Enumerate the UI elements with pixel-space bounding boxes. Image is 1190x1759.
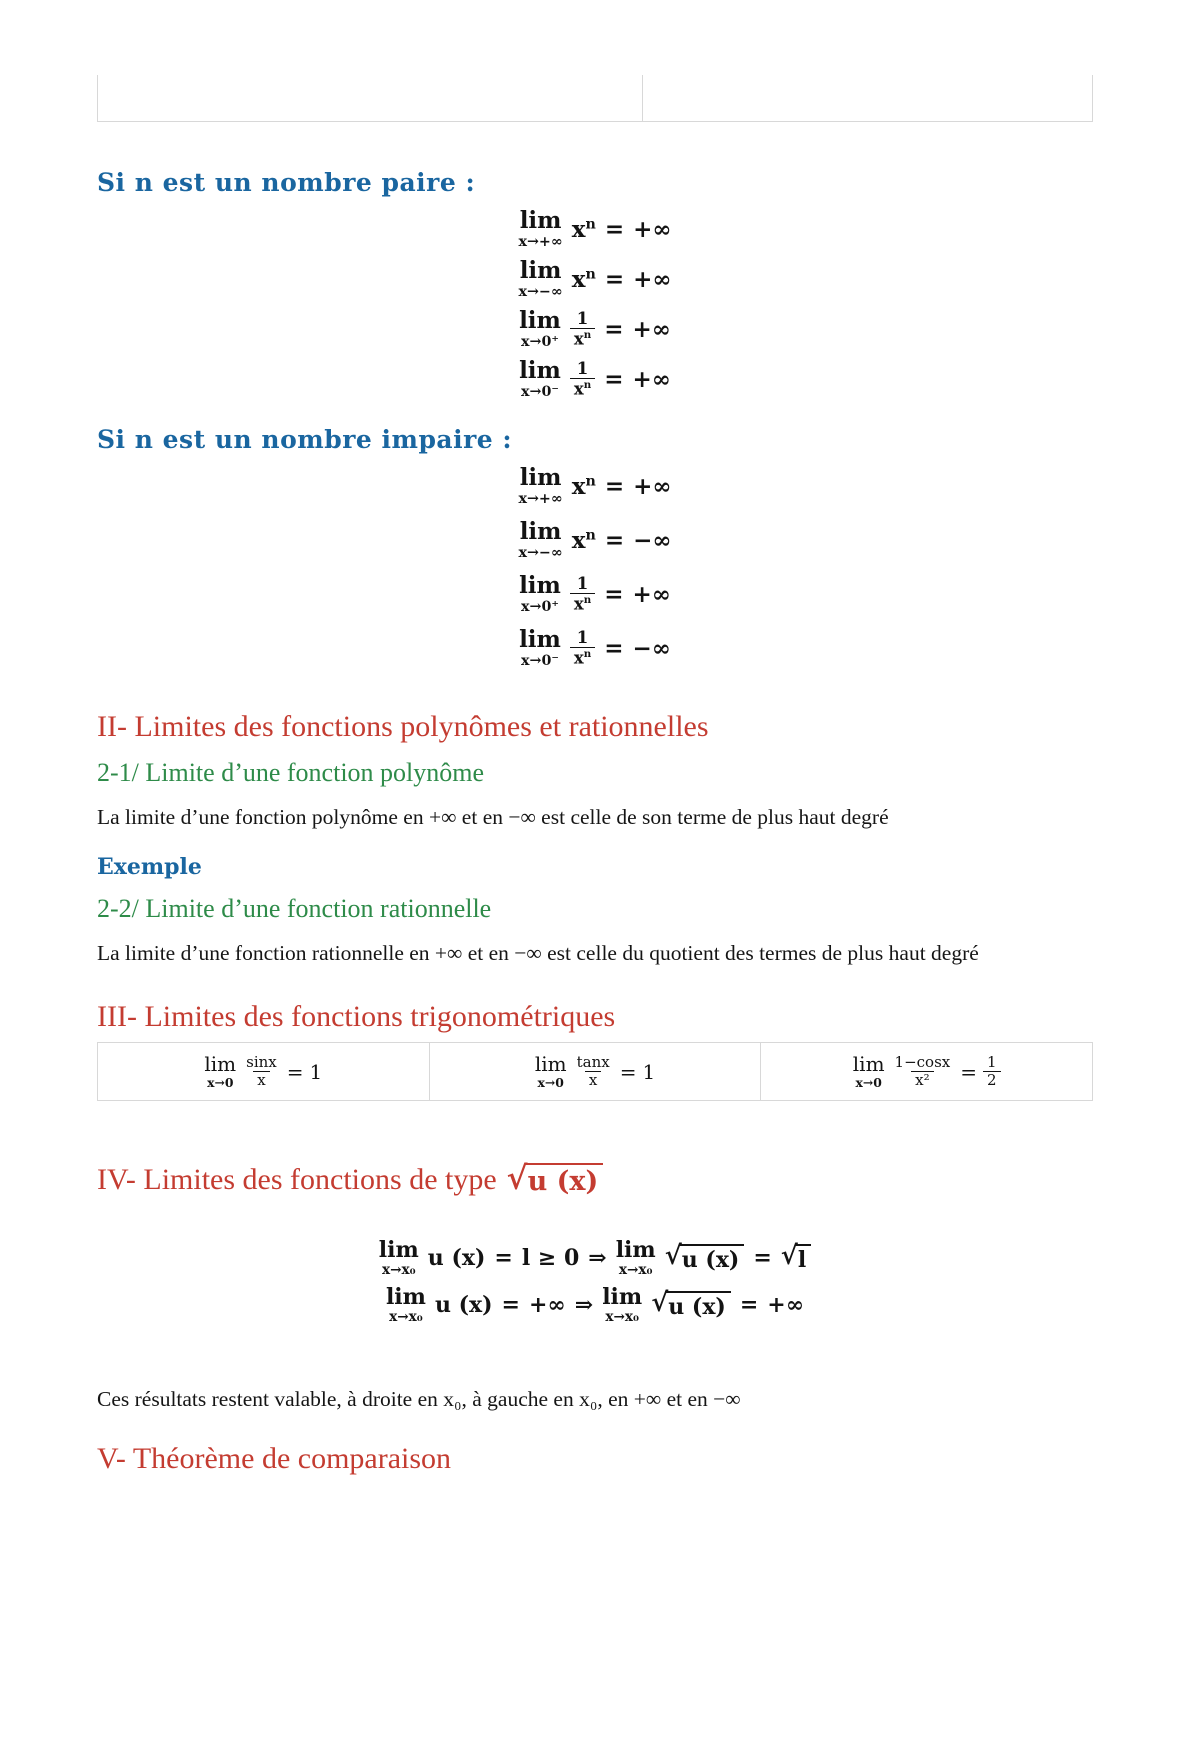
paragraph-rationnelle: La limite d’une fonction rationnelle en +∞ et en −∞ est celle du quotient des termes de plus haut degré bbox=[97, 941, 979, 965]
lim-operator: lim x→+∞ bbox=[518, 463, 563, 507]
limit-subscript: x→0 bbox=[537, 1074, 564, 1090]
fraction: $\frac{1-\cos x}{\text{x²}}$ bbox=[894, 1052, 951, 1089]
lim-operator: lim x→0 bbox=[534, 1051, 567, 1090]
heading-section-4 bbox=[97, 1159, 1093, 1197]
limit-result: +∞ bbox=[632, 580, 671, 608]
expression: $x^n$ bbox=[571, 215, 596, 243]
limit-subscript: x→0⁻ bbox=[521, 652, 559, 669]
equals-sign: = bbox=[501, 1292, 520, 1318]
lim-operator: lim x→−∞ bbox=[518, 517, 563, 561]
paragraph-note: Ces résultats restent valable, à droite en x₀, à gauche en x₀, en +∞ et en −∞ bbox=[97, 1387, 741, 1411]
limit-subscript: x→+∞ bbox=[518, 233, 563, 250]
lim-operator: lim x→x₀ bbox=[385, 1283, 426, 1325]
lim-operator: lim x→+∞ bbox=[518, 206, 563, 250]
limit-result: +∞ bbox=[632, 365, 671, 393]
fraction: $\frac{1}{x^n}$ bbox=[570, 575, 595, 612]
lim-operator: lim x→0⁺ bbox=[519, 306, 561, 350]
equals-sign: = bbox=[286, 1059, 304, 1084]
sqrt-expression: √ u (x) bbox=[507, 1163, 604, 1197]
limit-subscript: x→0⁺ bbox=[521, 333, 559, 350]
lim-operator: lim x→0 bbox=[852, 1051, 885, 1090]
limit-result: +∞ bbox=[633, 215, 672, 243]
limit-result: −∞ bbox=[633, 526, 672, 554]
expression: $x^n$ bbox=[571, 265, 596, 293]
limit-value: l ≥ 0 bbox=[521, 1245, 580, 1271]
lim-operator: lim x→x₀ bbox=[615, 1236, 656, 1278]
equals-sign: = bbox=[739, 1292, 759, 1318]
example-label: Exemple bbox=[97, 854, 202, 880]
heading-section-5: V- Théorème de comparaison bbox=[97, 1442, 452, 1475]
limit-result: 1 bbox=[642, 1059, 656, 1084]
limit-result: +∞ bbox=[632, 315, 671, 343]
limit-subscript: x→x₀ bbox=[605, 1308, 639, 1325]
limit-subscript: x→−∞ bbox=[518, 283, 563, 300]
expression: $x^n$ bbox=[571, 472, 596, 500]
trig-limit-tanx bbox=[429, 1043, 761, 1100]
equals-sign: = bbox=[494, 1245, 513, 1271]
document-page bbox=[0, 75, 1190, 1476]
equals-sign: = bbox=[604, 526, 625, 554]
expression: $x^n$ bbox=[571, 526, 596, 554]
limit-subscript: x→0⁺ bbox=[521, 598, 559, 615]
radical-sign: √ bbox=[780, 1240, 798, 1271]
limit-subscript: x→x₀ bbox=[381, 1261, 416, 1278]
heading-odd-case: Si n est un nombre impaire : bbox=[97, 425, 513, 454]
fraction: $\frac{1}{x^n}$ bbox=[570, 360, 595, 397]
equals-sign: = bbox=[604, 215, 625, 243]
fraction: $\frac{1}{x^n}$ bbox=[570, 310, 595, 347]
equals-sign: = bbox=[604, 315, 624, 343]
fraction: $\frac{\sin x}{x}$ bbox=[246, 1052, 277, 1089]
limit-subscript: x→x₀ bbox=[618, 1261, 653, 1278]
lim-operator: lim x→x₀ bbox=[602, 1283, 643, 1325]
implies-arrow: ⇒ bbox=[588, 1245, 607, 1271]
limit-value: +∞ bbox=[528, 1292, 566, 1318]
limit-formula bbox=[97, 357, 1093, 401]
heading-section-3: III- Limites des fonctions trigonométriques bbox=[97, 1000, 616, 1033]
limit-formula bbox=[97, 207, 1093, 251]
limit-subscript: x→+∞ bbox=[518, 490, 563, 507]
paragraph-polynome: La limite d’une fonction polynôme en +∞ et en −∞ est celle de son terme de plus haut degré bbox=[97, 805, 889, 829]
sqrt-limit-rule bbox=[97, 1237, 1093, 1279]
top-table-cell-right bbox=[642, 75, 1093, 121]
lim-operator: lim x→0 bbox=[204, 1051, 237, 1090]
trig-limit-sinx bbox=[98, 1043, 429, 1100]
equals-sign: = bbox=[753, 1245, 772, 1271]
expression: u (x) bbox=[427, 1245, 486, 1271]
limit-formula bbox=[97, 464, 1093, 508]
result-fraction: $\frac{1}{2}$ bbox=[983, 1055, 1001, 1089]
odd-case-formulas bbox=[97, 464, 1093, 670]
limit-result: 1 bbox=[309, 1059, 323, 1084]
trig-limit-cosx bbox=[760, 1043, 1092, 1100]
limit-formula bbox=[97, 572, 1093, 616]
limit-subscript: x→x₀ bbox=[389, 1308, 423, 1325]
equals-sign: = bbox=[619, 1059, 637, 1084]
limit-formula bbox=[97, 307, 1093, 351]
limit-result: −∞ bbox=[632, 634, 671, 662]
top-table-fragment bbox=[97, 75, 1093, 122]
expression: u (x) bbox=[434, 1292, 493, 1318]
radical-sign: √ bbox=[664, 1240, 682, 1271]
equals-sign: = bbox=[604, 634, 624, 662]
heading-section-2: II- Limites des fonctions polynômes et rationnelles bbox=[97, 710, 709, 743]
sqrt-limit-rule bbox=[97, 1284, 1093, 1326]
equals-sign: = bbox=[960, 1059, 978, 1084]
fraction: $\frac{1}{x^n}$ bbox=[570, 629, 595, 666]
heading-subsection-2-1: 2-1/ Limite d’une fonction polynôme bbox=[97, 758, 485, 787]
limit-result: +∞ bbox=[633, 265, 672, 293]
implies-arrow: ⇒ bbox=[574, 1292, 594, 1318]
sqrt-expression: √ u (x) bbox=[665, 1244, 745, 1272]
equals-sign: = bbox=[604, 365, 624, 393]
fraction: $\frac{\tan x}{x}$ bbox=[576, 1052, 610, 1089]
lim-operator: lim x→0⁺ bbox=[519, 571, 561, 615]
sqrt-expression: √ u (x) bbox=[651, 1291, 731, 1319]
equals-sign: = bbox=[604, 580, 624, 608]
limit-formula bbox=[97, 518, 1093, 562]
lim-operator: lim x→−∞ bbox=[518, 256, 563, 300]
lim-operator: lim x→x₀ bbox=[378, 1236, 419, 1278]
limit-result: +∞ bbox=[767, 1292, 805, 1318]
equals-sign: = bbox=[604, 265, 625, 293]
lim-operator: lim x→0⁻ bbox=[519, 625, 561, 669]
sqrt-result: √ l bbox=[781, 1244, 811, 1272]
trig-limits-table bbox=[97, 1042, 1093, 1101]
limit-subscript: x→0⁻ bbox=[521, 383, 559, 400]
heading-subsection-2-2: 2-2/ Limite d’une fonction rationnelle bbox=[97, 894, 492, 923]
heading-even-case: Si n est un nombre paire : bbox=[97, 168, 476, 197]
even-case-formulas bbox=[97, 207, 1093, 401]
limit-subscript: x→−∞ bbox=[518, 544, 563, 561]
limit-subscript: x→0 bbox=[855, 1074, 882, 1090]
limit-formula bbox=[97, 626, 1093, 670]
radical-sign: √ bbox=[506, 1159, 528, 1197]
equals-sign: = bbox=[604, 472, 625, 500]
limit-subscript: x→0 bbox=[207, 1074, 234, 1090]
radical-sign: √ bbox=[651, 1287, 669, 1318]
lim-operator: lim x→0⁻ bbox=[519, 356, 561, 400]
limit-result: +∞ bbox=[633, 472, 672, 500]
sqrt-limit-formulas bbox=[97, 1237, 1093, 1326]
limit-formula bbox=[97, 257, 1093, 301]
heading-section-4-text: IV- Limites des fonctions de type bbox=[97, 1163, 497, 1196]
top-table-cell-left bbox=[97, 75, 642, 121]
